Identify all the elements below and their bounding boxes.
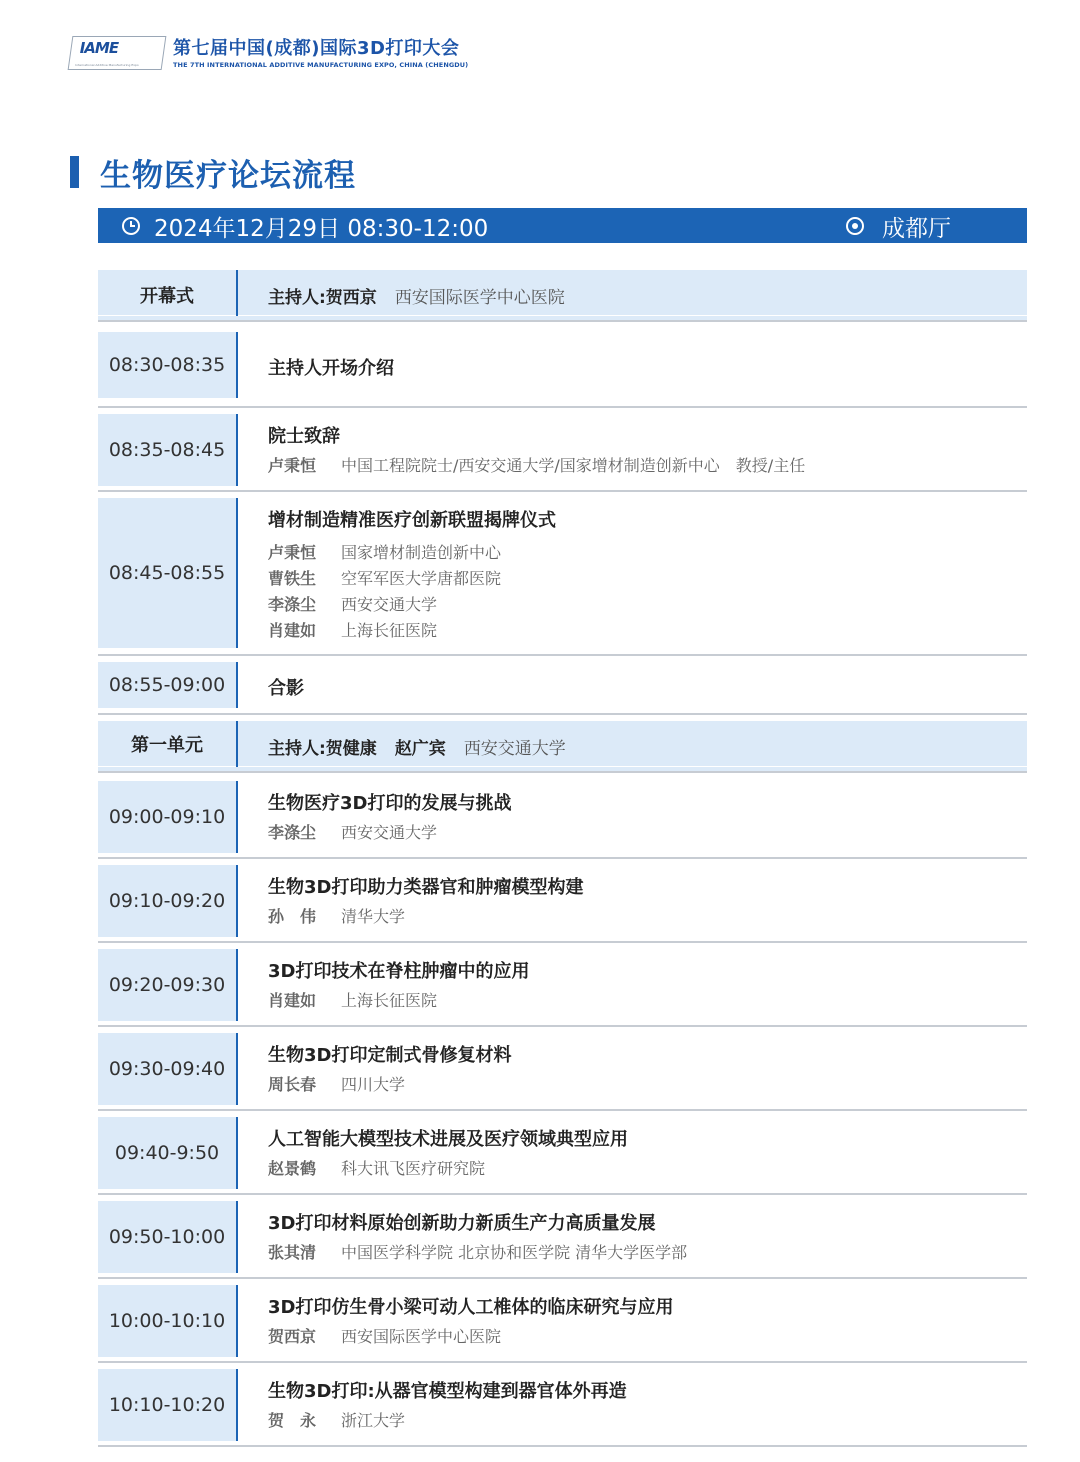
speaker-line — [268, 1160, 1017, 1177]
row-time: 10:10-10:20 — [98, 1369, 236, 1441]
speaker-affiliation: 清华大学 — [341, 907, 406, 926]
speaker-line — [268, 908, 1017, 925]
schedule-row — [98, 1027, 1027, 1111]
row-divider — [236, 662, 238, 708]
forum-title: 生物医疗论坛流程 — [100, 158, 356, 194]
speaker-affiliation: 西安交通大学 — [341, 823, 438, 842]
schedule-row — [98, 1111, 1027, 1195]
speaker-name: 肖建如 — [268, 991, 317, 1010]
expo-title-en: THE 7TH INTERNATIONAL ADDITIVE MANUFACTURING EXPO, CHINA (CHENGDU) — [173, 61, 469, 69]
row-divider — [236, 1201, 238, 1273]
speaker-line — [268, 992, 1017, 1009]
row-time: 08:35-08:45 — [98, 414, 236, 486]
schedule-row — [98, 943, 1027, 1027]
row-divider — [236, 332, 238, 398]
speaker-line — [268, 1328, 1017, 1345]
speaker-name: 贺西京 — [268, 1327, 317, 1346]
speaker-name: 卢秉恒 — [268, 543, 317, 562]
host-affiliation: 西安交通大学 — [463, 739, 566, 759]
row-divider — [236, 865, 238, 937]
host-label: 主持人:贺西京 — [268, 288, 377, 308]
speaker-affiliation: 中国医学科学院 北京协和医学院 清华大学医学部 — [341, 1243, 688, 1262]
row-title: 生物3D打印:从器官模型构建到器官体外再造 — [268, 1381, 627, 1402]
row-divider — [236, 721, 238, 767]
row-title: 生物医疗3D打印的发展与挑战 — [268, 793, 512, 814]
speaker-name: 周长春 — [268, 1075, 317, 1094]
row-time: 09:50-10:00 — [98, 1201, 236, 1273]
schedule-row — [98, 656, 1027, 715]
row-title: 院士致辞 — [268, 426, 340, 447]
speaker-name: 曹铁生 — [268, 569, 317, 588]
row-host — [268, 283, 1017, 308]
speaker-name: 肖建如 — [268, 621, 317, 640]
row-divider — [236, 270, 238, 316]
row-divider — [236, 1369, 238, 1441]
schedule-row — [98, 492, 1027, 656]
row-divider — [236, 949, 238, 1021]
speaker-affiliation: 上海长征医院 — [341, 991, 438, 1010]
title-accent-bar — [70, 156, 79, 188]
speaker-role: 教授/主任 — [735, 456, 806, 475]
host-label: 主持人:贺健康 — [268, 739, 377, 759]
speaker-line — [268, 1412, 1017, 1429]
speaker-affiliation: 浙江大学 — [341, 1411, 406, 1430]
speaker-line — [268, 824, 1017, 841]
expo-title-cn: 第七届中国(成都)国际3D打印大会 — [173, 38, 460, 59]
speaker-affiliation: 西安国际医学中心医院 — [341, 1327, 502, 1346]
host-label-2: 赵广宾 — [394, 739, 446, 759]
speaker-name: 李涤尘 — [268, 595, 317, 614]
row-time: 09:30-09:40 — [98, 1033, 236, 1105]
row-title: 3D打印仿生骨小梁可动人工椎体的临床研究与应用 — [268, 1297, 674, 1318]
row-title: 生物3D打印助力类器官和肿瘤模型构建 — [268, 877, 584, 898]
speaker-line — [268, 1076, 1017, 1093]
schedule-row — [98, 408, 1027, 492]
schedule-row-session-1 — [98, 721, 1027, 773]
speaker-line — [268, 544, 1017, 561]
speaker-line — [268, 1244, 1017, 1261]
row-title: 增材制造精准医疗创新联盟揭牌仪式 — [268, 510, 556, 531]
schedule-row — [98, 322, 1027, 408]
row-time: 09:40-9:50 — [98, 1117, 236, 1189]
host-affiliation: 西安国际医学中心医院 — [394, 288, 565, 308]
row-time: 09:10-09:20 — [98, 865, 236, 937]
speaker-affiliation: 中国工程院院士/西安交通大学/国家增材制造创新中心 — [341, 456, 720, 475]
row-time: 08:55-09:00 — [98, 662, 236, 708]
row-title: 人工智能大模型技术进展及医疗领域典型应用 — [268, 1129, 628, 1150]
speaker-affiliation: 四川大学 — [341, 1075, 406, 1094]
speaker-affiliation: 上海长征医院 — [341, 621, 438, 640]
row-time: 09:20-09:30 — [98, 949, 236, 1021]
schedule-row — [98, 1363, 1027, 1447]
row-time: 08:30-08:35 — [98, 332, 236, 398]
speaker-name: 贺 永 — [268, 1411, 317, 1430]
speaker-line — [268, 570, 1017, 587]
speaker-name: 孙 伟 — [268, 907, 317, 926]
row-time: 开幕式 — [140, 286, 194, 307]
speaker-name: 卢秉恒 — [268, 456, 317, 475]
row-title: 3D打印技术在脊柱肿瘤中的应用 — [268, 961, 530, 982]
row-divider — [236, 498, 238, 648]
row-host — [268, 734, 1017, 759]
row-divider — [236, 1117, 238, 1189]
row-time: 08:45-08:55 — [98, 498, 236, 648]
row-time: 10:00-10:10 — [98, 1285, 236, 1357]
location-icon — [846, 217, 864, 235]
row-title: 3D打印材料原始创新助力新质生产力高质量发展 — [268, 1213, 656, 1234]
speaker-affiliation: 科大讯飞医疗研究院 — [341, 1159, 486, 1178]
speaker-line — [268, 596, 1017, 613]
row-time: 第一单元 — [131, 735, 203, 756]
schedule-row-opening — [98, 270, 1027, 322]
schedule-row — [98, 1195, 1027, 1279]
logo-mark: IAME — [79, 39, 119, 57]
forum-date-time: 2024年12月29日 08:30-12:00 — [154, 216, 489, 242]
speaker-line — [268, 457, 1017, 474]
expo-logo — [68, 36, 167, 70]
schedule-row — [98, 859, 1027, 943]
row-title: 主持人开场介绍 — [268, 358, 394, 379]
speaker-line — [268, 622, 1017, 639]
row-divider — [236, 781, 238, 853]
logo-subtitle: International Additive Manufacturing Expo — [75, 63, 139, 67]
row-title: 生物3D打印定制式骨修复材料 — [268, 1045, 512, 1066]
speaker-name: 李涤尘 — [268, 823, 317, 842]
speaker-affiliation: 西安交通大学 — [341, 595, 438, 614]
row-divider — [236, 1033, 238, 1105]
schedule-row — [98, 775, 1027, 859]
row-time: 09:00-09:10 — [98, 781, 236, 853]
schedule-row — [98, 1279, 1027, 1363]
speaker-affiliation: 国家增材制造创新中心 — [341, 543, 502, 562]
speaker-name: 赵景鹤 — [268, 1159, 317, 1178]
speaker-name: 张其清 — [268, 1243, 317, 1262]
row-divider — [236, 414, 238, 486]
date-venue-bar — [98, 208, 1027, 243]
forum-venue: 成都厅 — [882, 216, 951, 242]
speaker-affiliation: 空军军医大学唐都医院 — [341, 569, 502, 588]
clock-icon — [122, 217, 140, 235]
row-divider — [236, 1285, 238, 1357]
row-title: 合影 — [268, 678, 304, 699]
